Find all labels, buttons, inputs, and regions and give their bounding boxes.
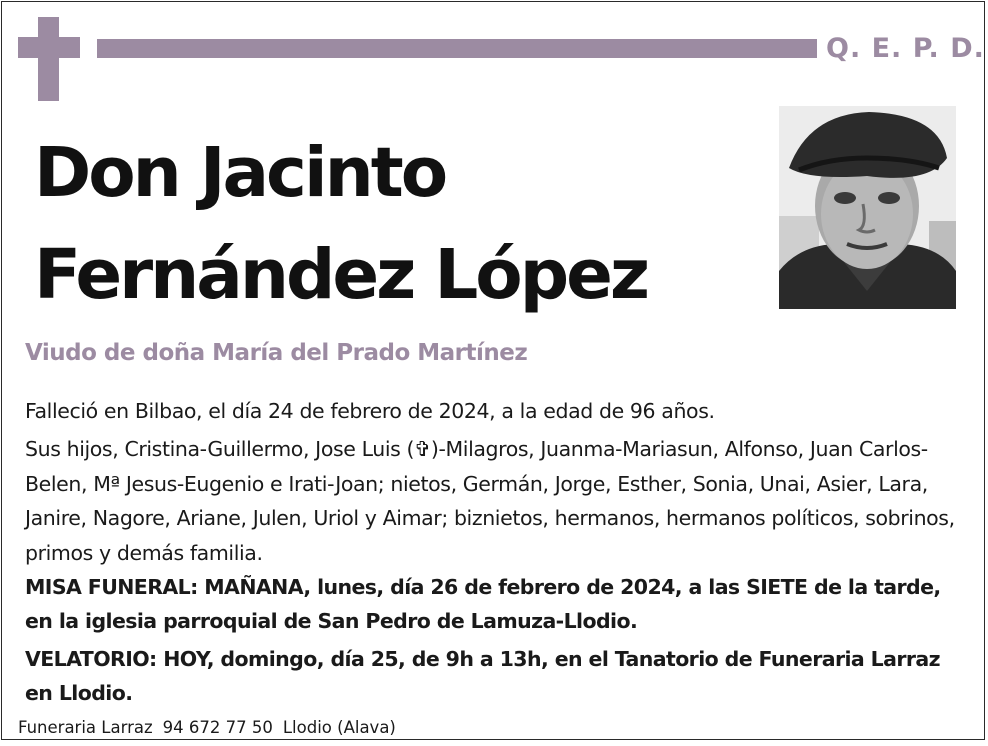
cross-icon-bar — [18, 37, 80, 58]
funeral-home-name: Funeraria Larraz — [18, 718, 153, 737]
footer — [18, 718, 396, 737]
funeral-home-phone: 94 672 77 50 — [162, 718, 273, 737]
funeral-home-location: Llodio (Alava) — [282, 718, 396, 737]
qepd-label: Q. E. P. D. — [826, 33, 985, 64]
deceased-name-line1: Don Jacinto — [34, 133, 446, 213]
wake-info: VELATORIO: HOY, domingo, día 25, de 9h a 13h, en el Tanatorio de Funeraria Larraz en Llodio. — [25, 647, 940, 705]
portrait-photo — [779, 106, 956, 309]
funeral-mass: MISA FUNERAL: MAÑANA, lunes, día 26 de febrero de 2024, a las SIETE de la tarde, en la iglesia parroquial de San Pedro de Lamuza-Llodio. — [25, 575, 941, 633]
death-notice: Falleció en Bilbao, el día 24 de febrero de 2024, a la edad de 96 años. — [25, 399, 715, 423]
cross-icon — [38, 17, 59, 101]
widower-subtitle: Viudo de doña María del Prado Martínez — [25, 340, 528, 366]
family-list: Sus hijos, Cristina-Guillermo, Jose Luis (✞)-Milagros, Juanma-Mariasun, Alfonso, Juan Carlos-Belen, Mª Jesus-Eugenio e Irati-Joan; nietos, Germán, Jorge, Esther, Sonia, Unai, Asier, Lara, Janire, Nagore, Ariane, Julen, Uriol y Aimar; biznietos, hermanos, hermanos políticos, sobrinos, primos y demás familia. — [25, 437, 955, 565]
deceased-name-line2: Fernández López — [34, 235, 648, 315]
header-rule — [97, 39, 817, 58]
